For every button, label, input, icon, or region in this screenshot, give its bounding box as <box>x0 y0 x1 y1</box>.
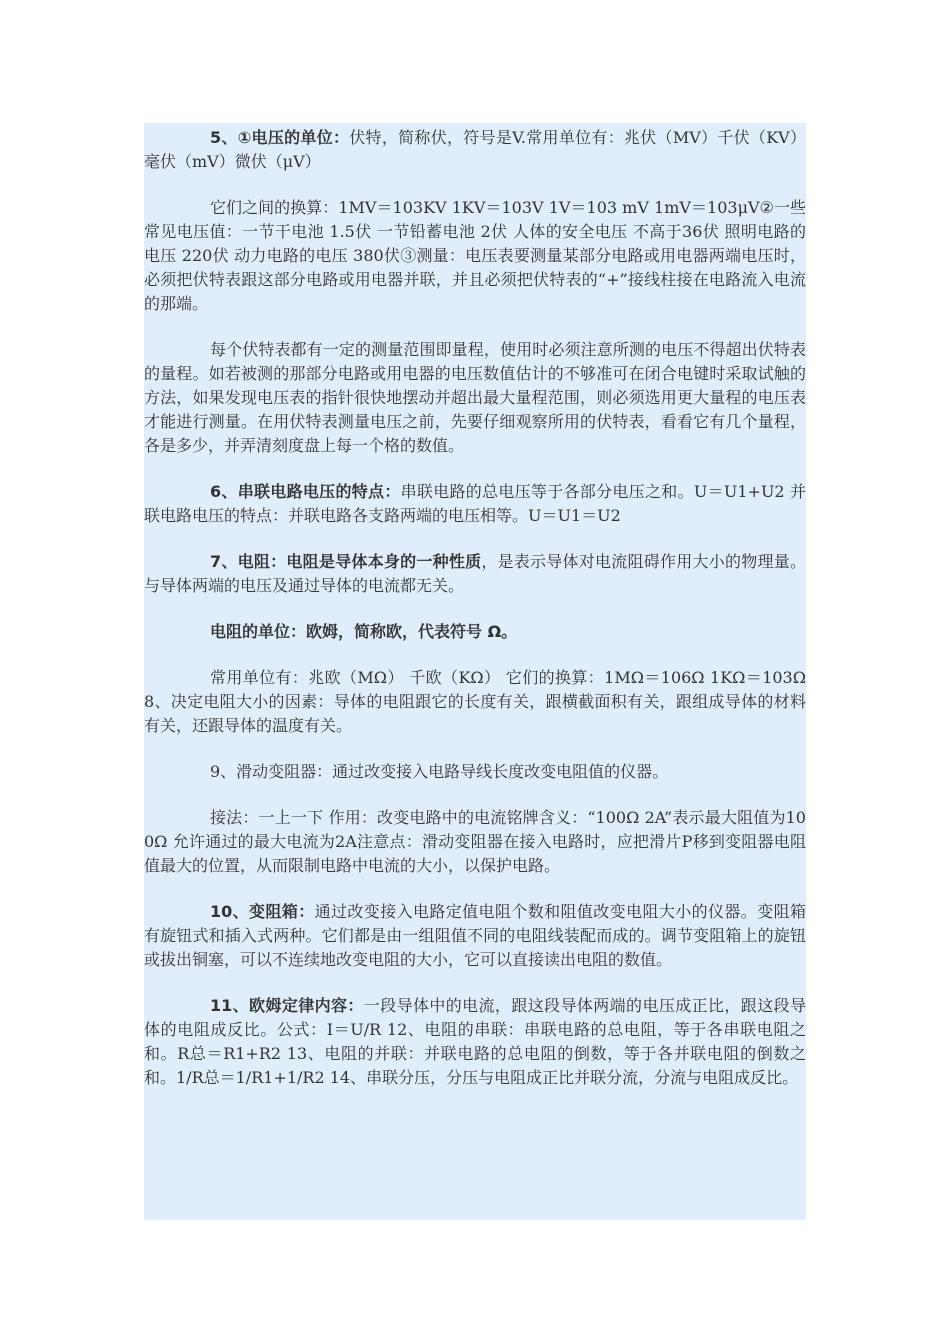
heading-voltage-unit: 5、①电压的单位： <box>210 128 350 147</box>
paragraph-rheostat-usage <box>144 806 806 878</box>
document-body <box>144 126 806 1112</box>
paragraph-resistance-unit <box>144 620 806 644</box>
text-unit-conversion: 它们之间的换算：1MV＝103KV 1KV＝103V 1V＝103 mV 1mV＝103μV②一些常见电压值：一节干电池 1.5伏 一节铅蓄电池 2伏 人体的安全电压 不高于36伏 照明电路的电压 220伏 动力电路的电压 380伏③测量：电压表要测量某部分电路或用电器两端电压时，必须把伏特表跟这部分电路或用电器并联，并且必须把伏特表的“+”接线柱接在电路流入电流的那端。 <box>144 198 806 313</box>
paragraph-resistance-factors <box>144 666 806 738</box>
heading-resistance-box: 10、变阻箱： <box>210 902 315 921</box>
paragraph-series-voltage <box>144 480 806 528</box>
text-resistance-box: 通过改变接入电路定值电阻个数和阻值改变电阻大小的仪器。变阻箱有旋钮式和插入式两种。它们都是由一组阻值不同的电阻线装配而成的。调节变阻箱上的旋钮或拔出铜塞，可以不连续地改变电阻的大小，它可以直接读出电阻的数值。 <box>144 902 806 969</box>
text-series-voltage: 串联电路的总电压等于各部分电压之和。U＝U1+U2 并联电路电压的特点：并联电路各支路两端的电压相等。U＝U1＝U2 <box>144 482 806 525</box>
text-resistance: ，是表示导体对电流阻碍作用大小的物理量。与导体两端的电压及通过导体的电流都无关。 <box>144 552 806 595</box>
text-voltmeter-range: 每个伏特表都有一定的测量范围即量程，使用时必须注意所测的电压不得超出伏特表的量程。如若被测的那部分电路或用电器的电压数值估计的不够准可在闭合电键时采取试触的方法，如果发现电压表的指针很快地摆动并超出最大量程范围，则必须选用更大量程的电压表才能进行测量。在用伏特表测量电压之前，先要仔细观察所用的伏特表，看看它有几个量程，各是多少，并弄清刻度盘上每一个格的数值。 <box>144 340 806 455</box>
text-voltage-unit: 伏特，简称伏，符号是V.常用单位有：兆伏（MV）千伏（KV）毫伏（mV）微伏（μV） <box>144 128 806 171</box>
paragraph-resistance <box>144 550 806 598</box>
paragraph-voltmeter-range <box>144 338 806 458</box>
paragraph-rheostat <box>144 760 806 784</box>
heading-resistance: 7、电阻：电阻是导体本身的一种性质 <box>210 552 482 571</box>
paragraph-voltage-unit <box>144 126 806 174</box>
text-resistance-factors: 常用单位有：兆欧（MΩ） 千欧（KΩ） 它们的换算：1MΩ＝106Ω 1KΩ＝103Ω8、决定电阻大小的因素：导体的电阻跟它的长度有关，跟横截面积有关，跟组成导体的材料有关，还跟导体的温度有关。 <box>144 668 806 735</box>
paragraph-ohms-law <box>144 994 806 1090</box>
text-rheostat-usage: 接法：一上一下 作用：改变电路中的电流铭牌含义：“100Ω 2A”表示最大阻值为100Ω 允许通过的最大电流为2A注意点：滑动变阻器在接入电路时，应把滑片P移到变阻器电阻值最大的位置，从而限制电路中电流的大小，以保护电路。 <box>144 808 806 875</box>
text-ohms-law: 一段导体中的电流，跟这段导体两端的电压成正比，跟这段导体的电阻成反比。公式：I＝U/R 12、电阻的串联：串联电路的总电阻，等于各串联电阻之和。R总＝R1+R2 13、电阻的并联：并联电路的总电阻的倒数，等于各并联电阻的倒数之和。1/R总＝1/R1+1/R2 14、串联分压，分压与电阻成正比并联分流，分流与电阻成反比。 <box>144 996 806 1087</box>
paragraph-unit-conversion <box>144 196 806 316</box>
text-rheostat: 9、滑动变阻器：通过改变接入电路导线长度改变电阻值的仪器。 <box>210 762 669 781</box>
paragraph-resistance-box <box>144 900 806 972</box>
heading-series-voltage: 6、串联电路电压的特点： <box>210 482 401 501</box>
heading-ohms-law: 11、欧姆定律内容： <box>210 996 364 1015</box>
heading-resistance-unit: 电阻的单位：欧姆，简称欧，代表符号 Ω。 <box>210 622 518 641</box>
